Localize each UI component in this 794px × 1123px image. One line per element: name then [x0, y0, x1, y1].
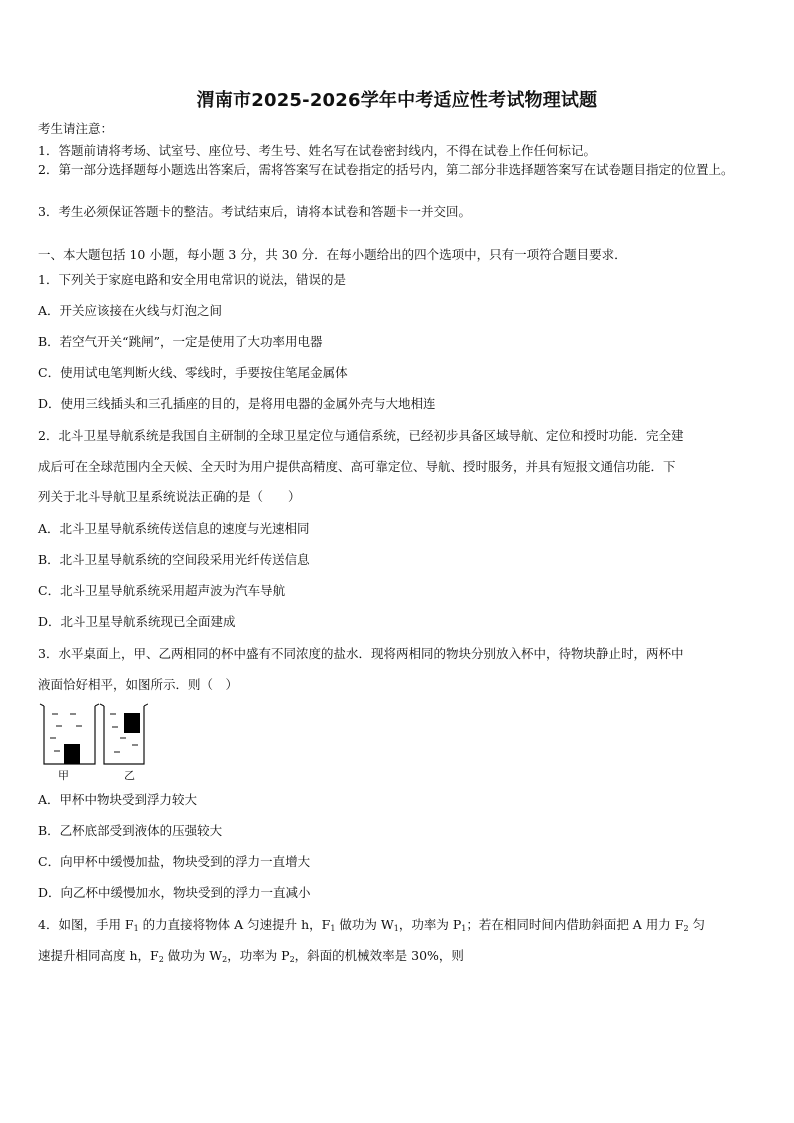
q3-stem-line-1: 3．水平桌面上，甲、乙两相同的杯中盛有不同浓度的盐水．现将两相同的物块分别放入杯中，待物块静止时，两杯中 [38, 646, 684, 661]
q4-stem-line-2: 速提升相同高度 h，$F_2$ 做功为 $W_2$，功率为 $P_2$，斜面的机械效率是 30%，则 [38, 948, 464, 964]
section-heading: 一、本大题包括 10 小题，每小题 3 分，共 30 分．在每小题给出的四个选项中，只有一项符合题目要求． [38, 247, 627, 262]
q1-stem: 1．下列关于家庭电路和安全用电常识的说法，错误的是 [38, 272, 346, 287]
q3-option-b: B．乙杯底部受到液体的压强较大 [38, 823, 223, 838]
q1-option-b: B．若空气开关“跳闸”，一定是使用了大功率用电器 [38, 334, 323, 349]
q1-option-c: C．使用试电笔判断火线、零线时，手要按住笔尾金属体 [38, 365, 348, 380]
notice-heading: 考生请注意： [38, 121, 114, 136]
q3-stem-line-2: 液面恰好相平，如图所示．则（ ） [38, 677, 239, 692]
beaker-jia [40, 704, 99, 764]
q3-figure [38, 701, 148, 785]
notice-item-1: 1．答题前请将考场、试室号、座位号、考生号、姓名写在试卷密封线内，不得在试卷上作任何标记。 [38, 143, 596, 158]
beaker-yi [100, 704, 148, 764]
q2-option-c: C．北斗卫星导航系统采用超声波为汽车导航 [38, 583, 286, 598]
q3-option-c: C．向甲杯中缓慢加盐，物块受到的浮力一直增大 [38, 854, 311, 869]
q2-stem-line-2: 成后可在全球范围内全天候、全天时为用户提供高精度、高可靠定位、导航、授时服务，并具有短报文通信功能．下 [38, 459, 676, 474]
q2-stem-line-3: 列关于北斗导航卫星系统说法正确的是（ ） [38, 489, 301, 504]
notice-item-2: 2．第一部分选择题每小题选出答案后，需将答案写在试卷指定的括号内，第二部分非选择题答案写在试卷题目指定的位置上。 [38, 162, 734, 177]
q3-option-a: A．甲杯中物块受到浮力较大 [38, 792, 198, 807]
q1-option-d: D．使用三线插头和三孔插座的目的，是将用电器的金属外壳与大地相连 [38, 396, 436, 411]
figure-label-yi: 乙 [124, 769, 135, 782]
q4-stem-line-1: 4．如图，手用 $F_1$ 的力直接将物体 A 匀速提升 h，$F_1$ 做功为 $W_1$，功率为 $P_1$；若在相同时间内借助斜面把 A 用力 $F_2$ 匀 [38, 917, 706, 933]
q2-option-a: A．北斗卫星导航系统传送信息的速度与光速相同 [38, 521, 310, 536]
q3-option-d: D．向乙杯中缓慢加水，物块受到的浮力一直减小 [38, 885, 311, 900]
q2-option-d: D．北斗卫星导航系统现已全面建成 [38, 614, 236, 629]
q1-option-a: A．开关应该接在火线与灯泡之间 [38, 303, 223, 318]
notice-item-3: 3．考生必须保证答题卡的整洁。考试结束后，请将本试卷和答题卡一并交回。 [38, 204, 471, 219]
q2-option-b: B．北斗卫星导航系统的空间段采用光纤传送信息 [38, 552, 310, 567]
page-title: 渭南市2025-2026学年中考适应性考试物理试题 [196, 90, 598, 111]
q2-stem-line-1: 2．北斗卫星导航系统是我国自主研制的全球卫星定位与通信系统，已经初步具备区域导航、定位和授时功能．完全建 [38, 428, 684, 443]
figure-label-jia: 甲 [58, 769, 69, 782]
